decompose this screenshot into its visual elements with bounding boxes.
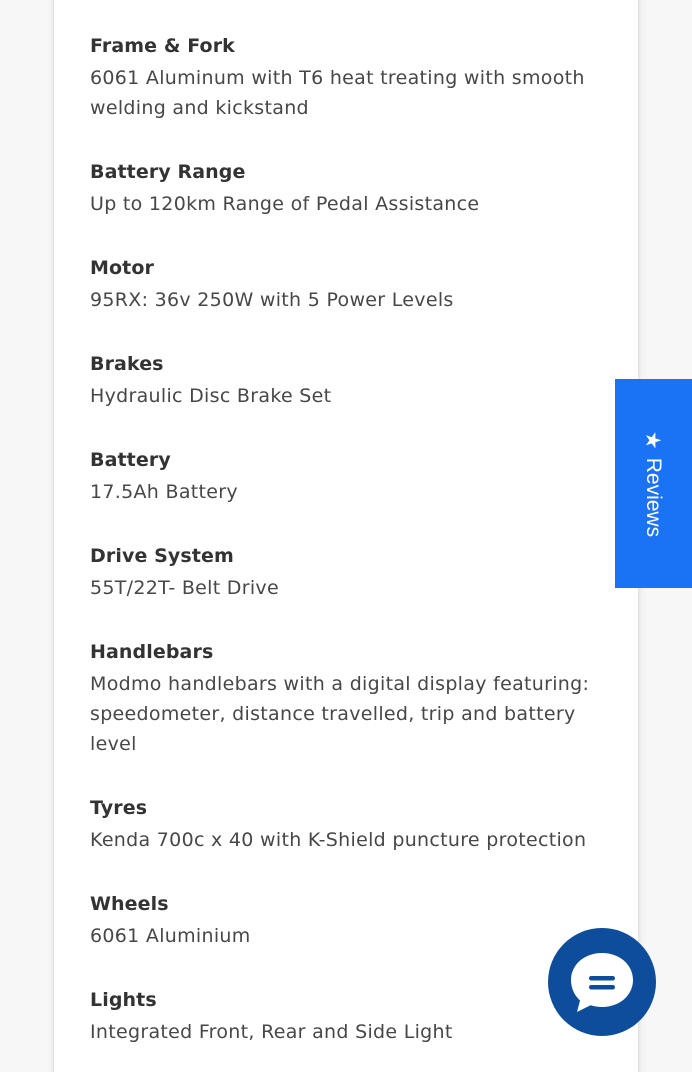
spec-value: 17.5Ah Battery <box>90 481 238 503</box>
spec-value: Modmo handlebars with a digital display featuring: speedometer, distance travelled, trip and battery level <box>90 673 590 755</box>
spec-item-battery-range <box>90 159 610 219</box>
spec-list <box>90 33 610 1072</box>
spec-title: Tyres <box>90 797 148 819</box>
spec-item-drive-system <box>90 543 610 603</box>
spec-title: Brakes <box>90 353 164 375</box>
chat-button[interactable] <box>548 928 656 1036</box>
spec-value: Up to 120km Range of Pedal Assistance <box>90 193 480 215</box>
spec-title: Handlebars <box>90 641 214 663</box>
spec-item-frame-fork <box>90 33 610 123</box>
spec-value: 6061 Aluminium <box>90 925 251 947</box>
chat-bubble-icon <box>567 949 637 1015</box>
spec-title: Drive System <box>90 545 234 567</box>
spec-value: 6061 Aluminum with T6 heat treating with smooth welding and kickstand <box>90 67 585 119</box>
spec-value: Hydraulic Disc Brake Set <box>90 385 332 407</box>
spec-value: 95RX: 36v 250W with 5 Power Levels <box>90 289 454 311</box>
spec-item-brakes <box>90 351 610 411</box>
reviews-tab-label: Reviews <box>642 457 666 537</box>
spec-item-battery <box>90 447 610 507</box>
star-icon: ★ <box>642 430 665 450</box>
spec-item-motor <box>90 255 610 315</box>
reviews-tab[interactable] <box>615 379 692 588</box>
spec-title: Battery Range <box>90 161 246 183</box>
spec-title: Wheels <box>90 893 169 915</box>
spec-item-handlebars <box>90 639 610 759</box>
spec-value: Kenda 700c x 40 with K-Shield puncture protection <box>90 829 587 851</box>
spec-value: 55T/22T- Belt Drive <box>90 577 279 599</box>
spec-title: Battery <box>90 449 171 471</box>
spec-title: Frame & Fork <box>90 35 235 57</box>
spec-item-wheels <box>90 891 610 951</box>
spec-title: Lights <box>90 989 157 1011</box>
spec-title: Motor <box>90 257 154 279</box>
spec-item-lights <box>90 987 610 1047</box>
spec-item-tyres <box>90 795 610 855</box>
spec-value: Integrated Front, Rear and Side Light <box>90 1021 453 1043</box>
reviews-tab-content <box>642 430 666 536</box>
